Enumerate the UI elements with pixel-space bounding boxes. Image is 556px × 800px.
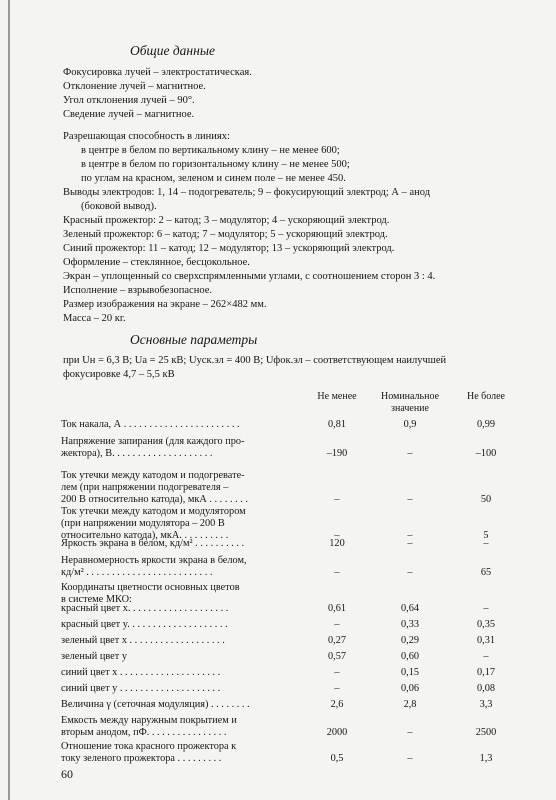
column-header-max: Не более: [467, 391, 505, 402]
value-nominal: 0,29: [400, 635, 420, 646]
row-label-line: Напряжение запирания (для каждого про-: [61, 436, 245, 447]
value-nominal: –: [407, 567, 413, 578]
value-min: 2000: [326, 727, 348, 738]
resolution-line: по углам на красном, зеленом и синем поле – не менее 450.: [81, 173, 346, 184]
value-max: 0,17: [476, 667, 496, 678]
resolution-line: в центре в белом по вертикальному клину – не менее 600;: [81, 145, 340, 156]
row-label-line: красный цвет y. . . . . . . . . . . . . . . . . . . .: [61, 619, 228, 630]
row-label: [61, 715, 237, 739]
value-min: –190: [326, 448, 348, 459]
row-label-line: 200 В относительно катода), мкА . . . . . . . .: [61, 494, 249, 505]
value-nominal: –: [407, 538, 413, 549]
value-min: –: [334, 494, 340, 505]
row-label-line: Ток утечки между катодом и модулятором: [61, 506, 246, 517]
value-nominal: 0,15: [400, 667, 420, 678]
general-heading: Общие данные: [130, 43, 215, 58]
value-min: –: [334, 667, 340, 678]
value-max: –: [483, 603, 489, 614]
row-label: [61, 619, 228, 631]
row-label: [61, 667, 220, 679]
value-nominal: –: [407, 753, 413, 764]
value-max: 1,3: [479, 753, 493, 764]
resolution-line: в центре в белом по горизонтальному клину – не менее 500;: [81, 159, 350, 170]
row-label-line: Неравномерность яркости экрана в белом,: [61, 555, 247, 566]
detail-line: Экран – уплощенный со сверхспрямленными углами, с соотношением сторон 3 : 4.: [63, 271, 436, 282]
general-line: Угол отклонения лучей – 90°.: [63, 95, 195, 106]
row-label: [61, 683, 220, 695]
row-label-line: Ток накала, А . . . . . . . . . . . . . . . . . . . . . . .: [61, 419, 240, 430]
row-label-line: Отношение тока красного прожектора к: [61, 741, 237, 752]
row-label-line: относительно катода), мкА. . . . . . . . . .: [61, 530, 229, 541]
value-nominal: 0,06: [400, 683, 420, 694]
value-nominal: –: [407, 494, 413, 505]
row-label: [61, 506, 246, 542]
value-nominal: 0,60: [400, 651, 420, 662]
column-header-nominal: [375, 391, 445, 414]
row-label-line: вторым анодом, пФ. . . . . . . . . . . . . . . .: [61, 727, 227, 738]
row-label-line: Емкость между наружным покрытием и: [61, 715, 237, 726]
resolution-title: Разрешающая способность в линиях:: [63, 131, 230, 142]
value-min: 2,6: [330, 699, 344, 710]
conditions-line: при Uн = 6,3 В; Uа = 25 кВ; Uуск.эл = 400 В; Uфок.эл – соответствующем наилучшей: [63, 355, 447, 366]
row-label: [61, 635, 225, 647]
value-min: 0,5: [330, 753, 344, 764]
row-label-line: жектора), В. . . . . . . . . . . . . . . . . . . .: [61, 448, 213, 459]
detail-line: Масса – 20 кг.: [63, 313, 126, 324]
row-label-line: красный цвет x. . . . . . . . . . . . . . . . . . . .: [61, 603, 229, 614]
row-label-line: в системе МКО:: [61, 594, 132, 605]
value-max: –: [483, 538, 489, 549]
row-label-line: Величина γ (сеточная модуляция) . . . . . . . .: [61, 699, 250, 710]
value-min: –: [334, 567, 340, 578]
row-label-line: Координаты цветности основных цветов: [61, 582, 240, 593]
column-header-nominal-line: Номинальное: [380, 391, 440, 402]
value-max: 2500: [475, 727, 497, 738]
value-nominal: 2,8: [403, 699, 417, 710]
detail-line: Исполнение – взрывобезопасное.: [63, 285, 212, 296]
detail-line: (боковой вывод).: [81, 201, 157, 212]
row-label-line: синий цвет y . . . . . . . . . . . . . . . . . . . .: [61, 683, 221, 694]
detail-line: Синий прожектор: 11 – катод; 12 – модулятор; 13 – ускоряющий электрод.: [63, 243, 395, 254]
row-label-line: лем (при напряжении подогревателя –: [61, 482, 229, 493]
row-label: [61, 538, 244, 550]
row-label-line: зеленый цвет x . . . . . . . . . . . . . . . . . . .: [61, 635, 225, 646]
value-min: –: [334, 619, 340, 630]
row-label: [61, 699, 250, 711]
detail-line: Выводы электродов: 1, 14 – подогреватель; 9 – фокусирующий электрод; А – анод: [63, 187, 431, 198]
general-line: Отклонение лучей – магнитное.: [63, 81, 206, 92]
row-label: [61, 651, 127, 663]
row-label: [61, 419, 240, 431]
value-nominal: –: [407, 530, 413, 541]
row-label: [61, 741, 236, 765]
value-nominal: –: [407, 448, 413, 459]
detail-line: Оформление – стеклянное, бесцокольное.: [63, 257, 250, 268]
row-label-line: зеленый цвет y: [61, 651, 127, 662]
row-label-line: Ток утечки между катодом и подогревате-: [61, 470, 245, 481]
page-edge-shadow: [8, 0, 10, 800]
value-max: 5: [483, 530, 489, 541]
value-max: 0,35: [476, 619, 496, 630]
row-label-line: Яркость экрана в белом, кд/м² . . . . . . . . . .: [61, 538, 245, 549]
row-label-line: току зеленого прожектора . . . . . . . . .: [61, 753, 222, 764]
row-label-line: кд/м² . . . . . . . . . . . . . . . . . . . . . . . . .: [61, 567, 213, 578]
row-label: [61, 470, 248, 506]
value-max: 0,31: [476, 635, 496, 646]
value-max: 65: [480, 567, 492, 578]
value-max: –: [483, 651, 489, 662]
value-nominal: 0,9: [403, 419, 417, 430]
row-label: [61, 555, 247, 579]
value-max: –100: [475, 448, 497, 459]
value-nominal: 0,64: [400, 603, 420, 614]
detail-line: Красный прожектор: 2 – катод; 3 – модулятор; 4 – ускоряющий электрод.: [63, 215, 390, 226]
value-max: 0,99: [476, 419, 496, 430]
params-heading: Основные параметры: [130, 332, 258, 347]
row-label: [61, 436, 245, 460]
conditions-line: фокусировке 4,7 – 5,5 кВ: [63, 369, 175, 380]
row-label-line: (при напряжении модулятора – 200 В: [61, 518, 225, 529]
detail-line: Размер изображения на экране – 262×482 мм.: [63, 299, 267, 310]
value-max: 3,3: [479, 699, 493, 710]
value-min: –: [334, 530, 340, 541]
column-header-nominal-line: значение: [391, 402, 429, 414]
value-min: 120: [329, 538, 345, 549]
value-max: 50: [480, 494, 492, 505]
column-header-min: Не менее: [317, 391, 357, 402]
value-max: 0,08: [476, 683, 496, 694]
value-min: 0,61: [327, 603, 347, 614]
value-min: –: [334, 683, 340, 694]
general-line: Фокусировка лучей – электростатическая.: [63, 67, 252, 78]
value-nominal: –: [407, 727, 413, 738]
value-min: 0,81: [327, 419, 347, 430]
page-number: 60: [61, 767, 73, 781]
row-label: [61, 603, 228, 615]
detail-line: Зеленый прожектор: 6 – катод; 7 – модулятор; 5 – ускоряющий электрод.: [63, 229, 388, 240]
value-min: 0,57: [327, 651, 347, 662]
general-line: Сведение лучей – магнитное.: [63, 109, 195, 120]
value-min: 0,27: [327, 635, 347, 646]
value-nominal: 0,33: [400, 619, 420, 630]
row-label-line: синий цвет x . . . . . . . . . . . . . . . . . . . .: [61, 667, 221, 678]
